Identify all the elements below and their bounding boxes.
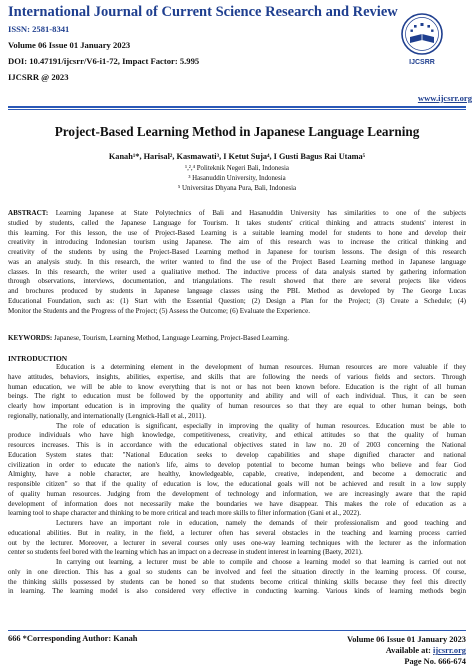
doi: DOI: 10.47191/ijcsrr/V6-i1-72, Impact Factor: 5.995 <box>8 56 200 66</box>
page-range: Page No. 666-674 <box>404 657 466 667</box>
body-line: human education, we will be able to know everything that is not or has not been known before. Education is the right of all human <box>8 382 466 391</box>
available-label: Available at: <box>385 646 434 656</box>
body-line: of quality human resources. Judging from the development of technology and information, we are increasingly aware that the rapid <box>8 489 466 498</box>
body-line: learning tool to shape character and thinking to be more critical and teach more skills to filter information (Gani et al., 2022). <box>8 509 362 518</box>
website-link[interactable]: www.ijcsrr.org <box>417 93 472 103</box>
body-line: The role of education is significant, especially in improving the quality of human resources. Education must be able to <box>56 421 466 430</box>
logo-text: IJCSRR <box>409 59 435 66</box>
keywords-label: KEYWORDS: <box>8 334 53 342</box>
body-line: out by the lecturer. Moreover, a lecturer in several courses only uses one-way learning techniques with the lecturer as the information <box>8 538 466 547</box>
abstract <box>8 209 466 316</box>
body-line: resources increases. This is in accordance with the educational objectives stated in law no. 20 of 2003 concerning the National <box>8 441 466 449</box>
body-line: center so students feel bored with the learning which has an impact on a decrease in student interest in learning (Baety, 2021). <box>8 548 363 557</box>
body-line: in learning. The learning model is also considered very effective in conducting learning. Various kinds of learning methods begin <box>8 587 466 596</box>
abstract-line: this learning. For this lesson, the use of Project-Based Learning is a suitable learning model for students to hone and develop their <box>8 228 466 237</box>
body-line: Education is a determining element in the development of human resources. Human resources are more valuable if they <box>56 363 466 371</box>
footer-volume-issue: Volume 06 Issue 01 January 2023 <box>346 635 466 644</box>
body-line: produce individuals who have high knowledge, competitiveness, creativity, and ethical attitudes so that the quality of human <box>8 431 466 440</box>
body-line: regionally, nationally, and internationally (Lengnick-Hall et al., 2011). <box>8 411 207 420</box>
journal-logo <box>400 12 444 70</box>
section-heading-introduction: INTRODUCTION <box>8 354 68 363</box>
abstract-line: Monitor the Students and the Progress of the Project; (5) Assess the Outcome; (6) Evaluate the Experience. <box>8 306 310 315</box>
body-line: have attitudes, behaviors, insights, abilities, expertise, and skills that are following the needs of various fields and sectors. Through <box>8 372 466 381</box>
body-line: Education System states that: "National Education seeks to develop capabilities and shape dignified character and national <box>8 450 466 459</box>
header-rule-thin <box>8 109 466 110</box>
abstract-line: was an analysis study. In this research, the writer wanted to find the use of the Project Based Learning method in Japanese language <box>8 257 466 266</box>
page-number: 666 <box>8 634 21 643</box>
abstract-line: ABSTRACT: Learning Japanese at State Polytechnics of Bali and Hasanuddin University has similarities to one of the subjects <box>8 209 466 217</box>
footer-available <box>347 645 466 656</box>
journal-header <box>8 4 466 104</box>
authors: Kanah¹*, Harisal², Kasmawati³, I Ketut Suja⁴, I Gusti Bagus Rai Utama⁵ <box>108 152 366 161</box>
body-line: the thinking skills possessed by students can be honed so that students become critical thinking skills because they feel this directly <box>8 577 466 586</box>
abstract-line: Educational Foundation, such as: (1) Start with the Essential Question; (2) Design a Plan for the Project; (3) Create a Schedule; (4) <box>8 296 466 305</box>
body-line: educational abilities. But in reality, in the field, a lecturer often has several obstacles in the teaching and learning process carried <box>8 528 466 537</box>
abstract-line: through observations, interviews, documentation, and triangulations. The result showed that there are several projects like videos <box>8 277 466 286</box>
abstract-line: creativity of the students by using the Project-Based Learning method in Japanese for tourism lessons. The design of this research <box>8 248 466 256</box>
journal-title: International Journal of Current Science Research and Review <box>8 4 398 20</box>
affiliation: ⁵ Universitas Dhyana Pura, Bali, Indonesia <box>177 185 297 192</box>
volume-issue: Volume 06 Issue 01 January 2023 <box>8 40 131 50</box>
abstract-line: creativity in introducing Indonesian tourism using Japanese. The aim of this research was to increase the critical thinking and <box>8 238 466 247</box>
body-line: clearly how important education is in improving the quality of human resources so that they are equal to other human beings, both <box>8 402 466 410</box>
corresponding-author: *Corresponding Author: Kanah <box>22 634 138 643</box>
body-line: In carrying out learning, a lecturer must be able to compile and choose a learning model so that learning is carried out not <box>56 558 466 566</box>
header-rule <box>8 106 466 108</box>
copyright: IJCSRR @ 2023 <box>8 72 69 82</box>
body-line: civilization in order to educate the nation's life, aims to develop potential to become human beings who believe and fear God <box>8 460 466 469</box>
keywords <box>8 334 466 344</box>
introduction-body <box>8 363 466 597</box>
abstract-line: classes. In this research, the writer used a qualitative method. The inductive process of data analysis started by gathering information <box>8 267 466 276</box>
body-line: Lecturers have an important role in education, namely the demands of their professionalism and good teaching and <box>56 519 466 527</box>
keywords-text: Japanese, Tourism, Learning Method, Language Learning, Project-Based Learning. <box>54 334 289 342</box>
body-line: beings. The right to education must be followed by the opportunity and ability and will of each individual. Thus, it can be seen <box>8 392 466 401</box>
available-link[interactable]: ijcsrr.org <box>433 646 466 656</box>
affiliation: ³ Hasanuddin University, Indonesia <box>188 175 286 182</box>
body-line: responsible citizen" so that if the quality of education is low, the educational goals will not be achieved and result in a low supply <box>8 480 466 488</box>
abstract-label: ABSTRACT: <box>8 209 49 217</box>
footer-left <box>8 634 137 643</box>
issn: ISSN: 2581-8341 <box>8 24 70 34</box>
abstract-line: studied by students, called the Japanese Language for Tourism. It takes students' critical thinking and attracts students' interest in <box>8 218 466 227</box>
footer-rule <box>8 630 466 631</box>
body-line: development of information does not necessarily make the boundaries we have disappear. This makes the role of education as a <box>8 499 466 508</box>
abstract-line: and brochures produced by students in Japanese language classes using the PBL Method as developed by The George Lucas <box>8 287 466 295</box>
affiliation: ¹,²,⁴ Politeknik Negeri Bali, Indonesia <box>185 165 289 172</box>
footer-right <box>347 634 466 668</box>
body-line: Almighty, have a noble character, are healthy, knowledgeable, capable, creative, independent, and become a democratic and <box>8 470 466 479</box>
body-line: only in one direction. This has a goal so students can be involved and feel the situation directly in the learning process. Of course, <box>8 567 466 576</box>
paper-title: Project-Based Learning Method in Japanese Language Learning <box>54 124 420 139</box>
